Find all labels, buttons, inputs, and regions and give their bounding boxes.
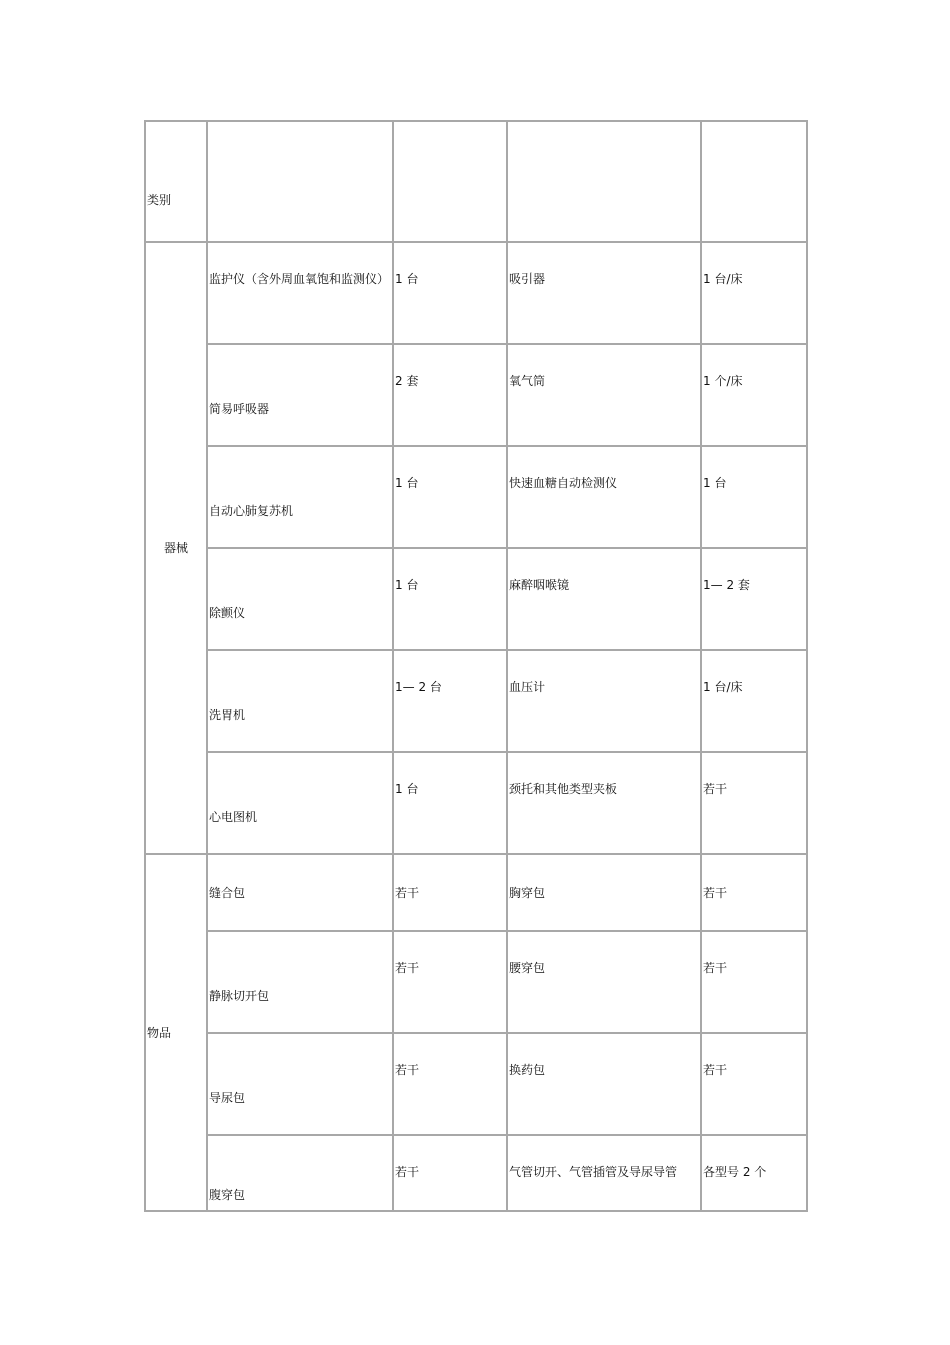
item-quantity: 若干 — [703, 1063, 728, 1077]
item-name: 颈托和其他类型夹板 — [509, 782, 618, 796]
item-name: 心电图机 — [209, 810, 258, 824]
item-name: 洗胃机 — [209, 708, 246, 722]
equipment-table — [144, 120, 808, 1212]
item-name: 胸穿包 — [509, 885, 546, 900]
item-name: 氧气筒 — [509, 374, 546, 388]
item-quantity: 1 台 — [395, 578, 419, 592]
item-quantity: 若干 — [703, 885, 728, 900]
item-quantity: 1 台/床 — [703, 680, 743, 694]
header-cell-3 — [393, 121, 507, 242]
table-row — [145, 446, 807, 548]
item-quantity: 若干 — [395, 885, 420, 900]
table-row — [145, 1033, 807, 1135]
item-quantity: 若干 — [395, 961, 420, 975]
item-quantity: 1 台 — [395, 272, 419, 286]
item-name: 静脉切开包 — [209, 989, 270, 1003]
item-name: 快速血糖自动检测仪 — [509, 476, 618, 490]
item-quantity: 1— 2 套 — [703, 578, 750, 592]
category-label: 物品 — [147, 1025, 172, 1040]
table-row — [145, 931, 807, 1033]
item-name: 吸引器 — [509, 272, 546, 286]
item-quantity: 1 台 — [395, 476, 419, 490]
item-quantity: 若干 — [703, 961, 728, 975]
item-name: 腰穿包 — [509, 961, 546, 975]
item-name: 气管切开、气管插管及导尿导管 — [509, 1165, 678, 1179]
item-name: 腹穿包 — [209, 1188, 246, 1202]
table-row — [145, 650, 807, 752]
table-row — [145, 242, 807, 344]
item-name: 缝合包 — [209, 885, 246, 900]
item-name: 监护仪（含外周血氧饱和监测仪） — [209, 272, 390, 286]
item-quantity: 若干 — [395, 1063, 420, 1077]
header-cell-2 — [207, 121, 393, 242]
item-name: 麻醉咽喉镜 — [509, 578, 570, 592]
category-header: 类别 — [147, 193, 172, 207]
category-cell-supplies — [145, 854, 207, 1211]
item-name: 换药包 — [509, 1063, 546, 1077]
item-name: 简易呼吸器 — [209, 402, 270, 416]
item-name: 导尿包 — [209, 1091, 246, 1105]
table-row — [145, 548, 807, 650]
item-quantity: 2 套 — [395, 374, 419, 388]
header-row — [145, 121, 807, 242]
header-cell-category — [145, 121, 207, 242]
header-cell-4 — [507, 121, 701, 242]
item-quantity: 若干 — [395, 1165, 420, 1179]
category-cell-instruments — [145, 242, 207, 854]
item-quantity: 1 个/床 — [703, 374, 743, 388]
item-quantity: 若干 — [703, 782, 728, 796]
item-quantity: 1 台 — [703, 476, 727, 490]
item-name: 自动心肺复苏机 — [209, 504, 294, 518]
item-quantity: 1 台/床 — [703, 272, 743, 286]
table-row — [145, 854, 807, 931]
item-name: 血压计 — [509, 680, 546, 694]
item-quantity: 1— 2 台 — [395, 680, 442, 694]
header-cell-5 — [701, 121, 807, 242]
category-label: 器械 — [163, 541, 188, 555]
item-quantity: 1 台 — [395, 782, 419, 796]
table-row — [145, 1135, 807, 1211]
item-quantity: 各型号 2 个 — [703, 1165, 767, 1179]
table-row — [145, 344, 807, 446]
item-name: 除颤仪 — [209, 606, 246, 620]
table-row — [145, 752, 807, 854]
